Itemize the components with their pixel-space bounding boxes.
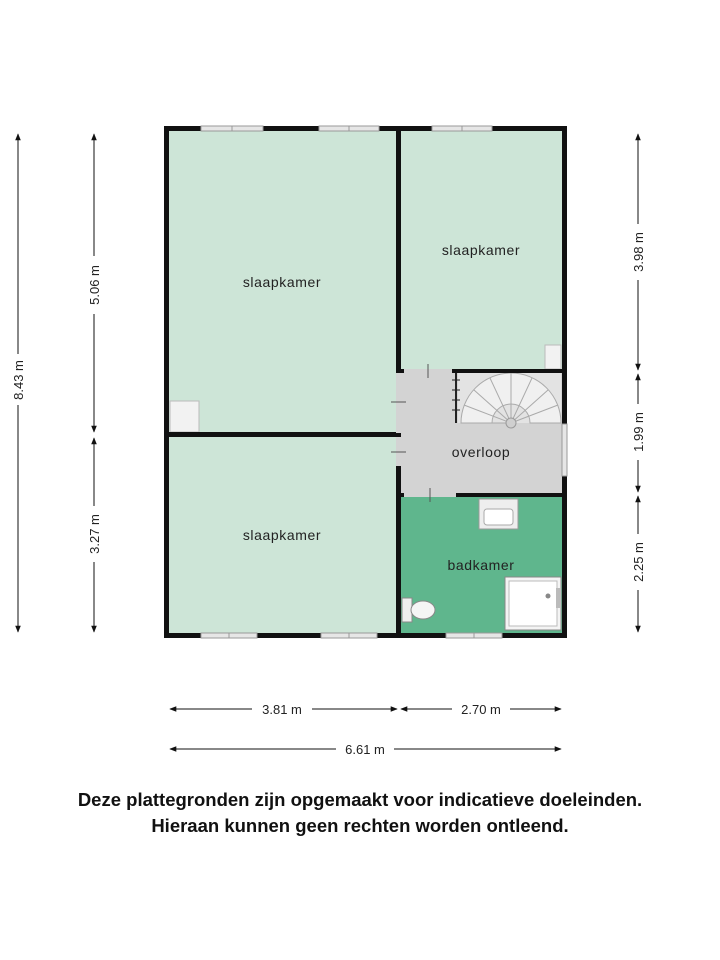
room-label-bedroom-top-right: slaapkamer	[441, 242, 521, 258]
disclaimer-line-2: Hieraan kunnen geen rechten worden ontleend.	[151, 815, 569, 836]
room-label-bathroom: badkamer	[447, 557, 515, 573]
closet-box	[170, 401, 199, 432]
dim-total-depth: 8.43 m	[11, 360, 26, 400]
sink-icon	[479, 499, 518, 529]
staircase	[452, 373, 561, 428]
disclaimer-line-1: Deze plattegronden zijn opgemaakt voor indicatieve doeleinden.	[77, 789, 643, 810]
room-label-bedroom-top-left: slaapkamer	[242, 274, 322, 290]
shower-icon	[505, 577, 561, 630]
dim-right-lower-depth: 2.25 m	[631, 542, 646, 582]
dim-right-middle-depth: 1.99 m	[631, 412, 646, 452]
closet-box	[545, 345, 561, 369]
room-label-landing: overloop	[451, 444, 511, 460]
dim-bottom-right-width: 2.70 m	[461, 702, 501, 717]
dim-left-upper-depth: 5.06 m	[87, 265, 102, 305]
dim-left-lower-depth: 3.27 m	[87, 514, 102, 554]
room-label-bedroom-bottom-left: slaapkamer	[242, 527, 322, 543]
dim-bottom-left-width: 3.81 m	[262, 702, 302, 717]
dim-right-upper-depth: 3.98 m	[631, 232, 646, 272]
dim-total-width: 6.61 m	[345, 742, 385, 757]
